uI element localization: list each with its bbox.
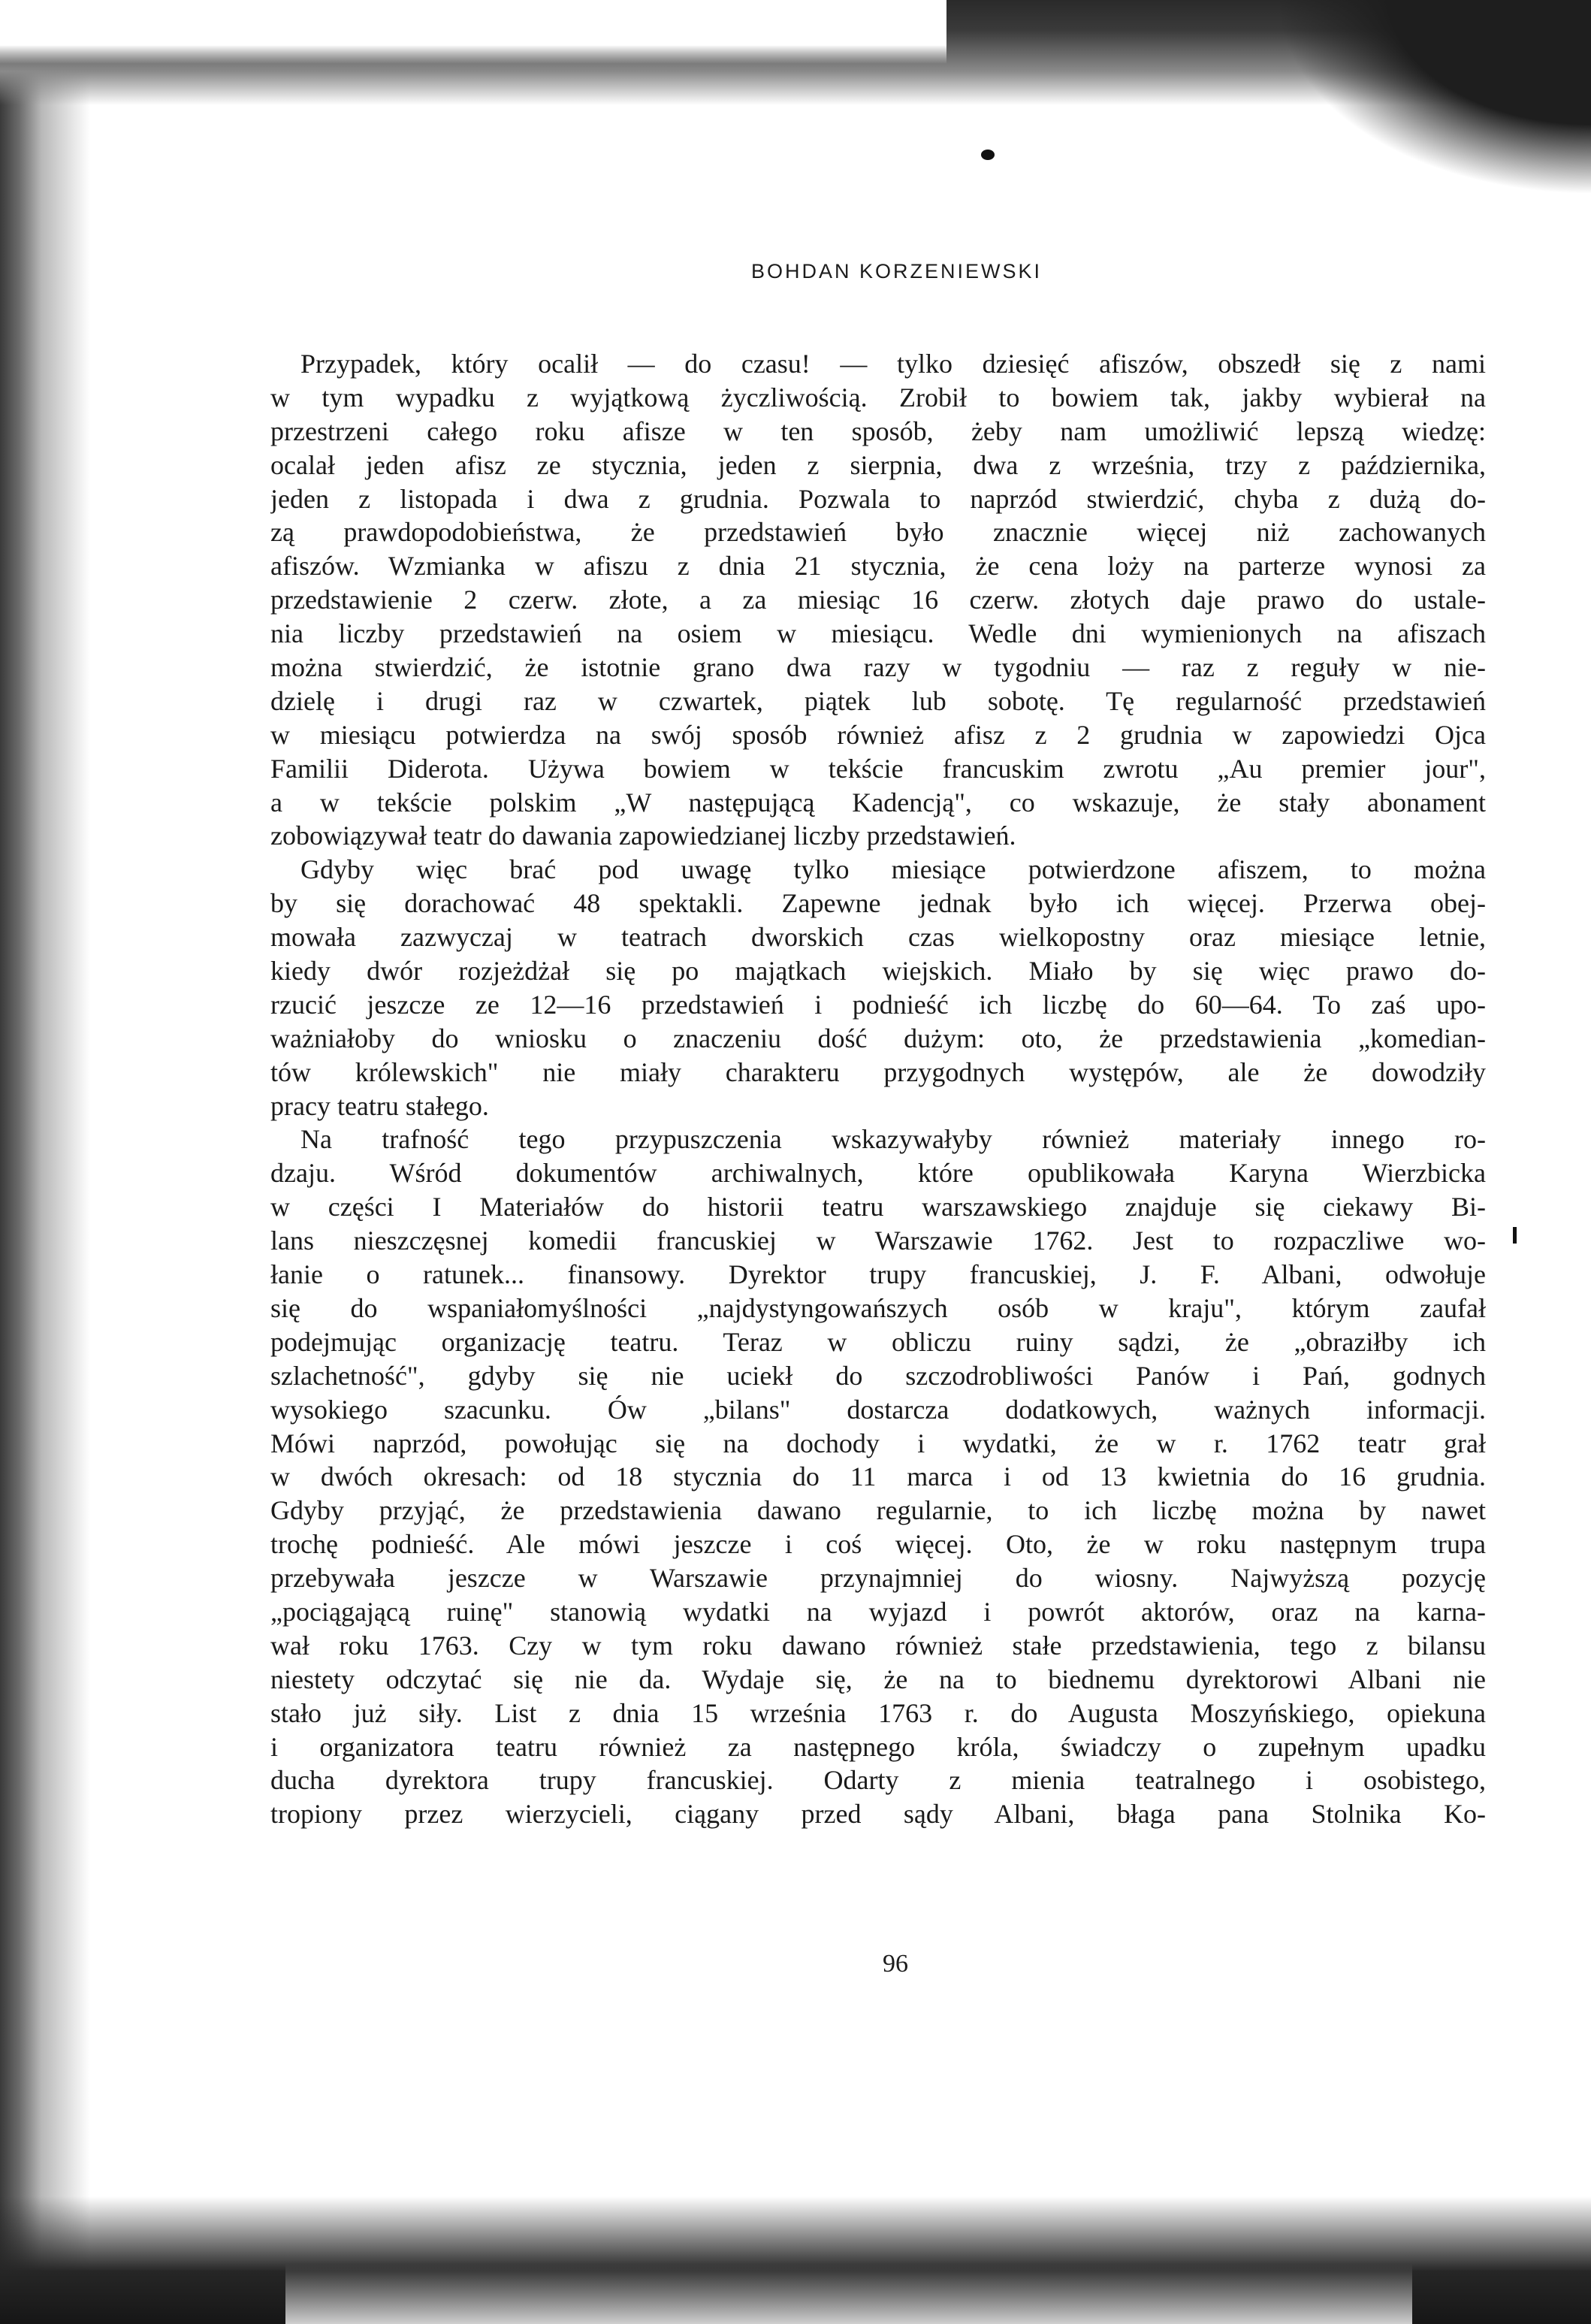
text-line: afiszów. Wzmianka w afiszu z dnia 21 stycznia, że cena loży na parterze wynosi za <box>270 551 1486 582</box>
text-line: „pociągającą ruinę" stanowią wydatki na wyjazd i powrót aktorów, oraz na karna- <box>270 1596 1486 1627</box>
text-line: Gdyby więc brać pod uwagę tylko miesiące potwierdzone afiszem, to można <box>300 854 1486 885</box>
text-line: pracy teatru stałego. <box>270 1090 489 1121</box>
text-line: dzielę i drugi raz w czwartek, piątek lub sobotę. Tę regularność przedstawień <box>270 685 1486 716</box>
text-line: a w tekście polskim „W następującą Kadencją", co wskazuje, że stały abonament <box>270 787 1486 817</box>
text-line: lans nieszczęsnej komedii francuskiej w Warszawie 1762. Jest to rozpaczliwe wo- <box>270 1225 1486 1256</box>
text-line: nia liczby przedstawień na osiem w miesiącu. Wedle dni wymienionych na afiszach <box>270 618 1486 649</box>
text-line: wysokiego szacunku. Ów „bilans" dostarcza dodatkowych, ważnych informacji. <box>270 1394 1486 1425</box>
text-line: podejmując organizację teatru. Teraz w obliczu ruiny sądzi, że „obraziłby ich <box>270 1326 1486 1357</box>
text-line: zą prawdopodobieństwa, że przedstawień było znacznie więcej niż zachowanych <box>270 517 1486 548</box>
text-line: tropiony przez wierzycieli, ciągany przed sądy Albani, błaga pana Stolnika Ko- <box>270 1799 1486 1830</box>
scan-shadow-left <box>0 0 90 2324</box>
text-line: trochę podnieść. Ale mówi jeszcze i coś więcej. Oto, że w roku następnym trupa <box>270 1529 1486 1560</box>
text-line: łanie o ratunek... finansowy. Dyrektor trupy francuskiej, J. F. Albani, odwołuje <box>270 1259 1486 1290</box>
scan-shadow-top-right <box>1276 0 1591 195</box>
text-line: niestety odczytać się nie da. Wydaje się, że na to biednemu dyrektorowi Albani nie <box>270 1664 1486 1694</box>
text-line: przedstawienie 2 czerw. złote, a za miesiąc 16 czerw. złotych daje prawo do ustale- <box>270 585 1486 615</box>
text-line: i organizatora teatru również za następnego króla, świadczy o zupełnym upadku <box>270 1731 1486 1762</box>
text-line: Mówi naprzód, powołując się na dochody i wydatki, że w r. 1762 teatr grał <box>270 1428 1486 1458</box>
text-line: tów królewskich" nie miały charakteru przygodnych występów, ale że dowodziły <box>270 1056 1486 1087</box>
text-line: przestrzeni całego roku afisze w ten sposób, żeby nam umożliwić lepszą wiedzę: <box>270 416 1486 446</box>
text-line: dzaju. Wśród dokumentów archiwalnych, które opublikowała Karyna Wierzbicka <box>270 1158 1486 1189</box>
text-line: mowała zazwyczaj w teatrach dworskich czas wielkopostny oraz miesiące letnie, <box>270 922 1486 953</box>
text-line: przebywała jeszcze w Warszawie przynajmniej do wiosny. Najwyższą pozycję <box>270 1563 1486 1594</box>
text-line: ducha dyrektora trupy francuskiej. Odarty z mienia teatralnego i osobistego, <box>270 1765 1486 1796</box>
ink-dot <box>981 150 995 160</box>
text-line: stało już siły. List z dnia 15 września 1763 r. do Augusta Moszyńskiego, opiekuna <box>270 1697 1486 1728</box>
text-line: Przypadek, który ocalił — do czasu! — tylko dziesięć afiszów, obszedł się z nami <box>300 349 1486 379</box>
text-line: szlachetność", gdyby się nie uciekł do szczodrobliwości Panów i Pań, godnych <box>270 1360 1486 1391</box>
text-line: Na trafność tego przypuszczenia wskazywałyby również materiały innego ro- <box>300 1124 1486 1155</box>
text-line: zobowiązywał teatr do dawania zapowiedzianej liczby przedstawień. <box>270 821 1016 851</box>
text-line: Gdyby przyjąć, że przedstawienia dawano regularnie, to ich liczbę można by nawet <box>270 1495 1486 1526</box>
text-line: można stwierdzić, że istotnie grano dwa razy w tygodniu — raz z reguły w nie- <box>270 652 1486 683</box>
text-line: by się dorachować 48 spektakli. Zapewne jednak było ich więcej. Przerwa obej- <box>270 888 1486 919</box>
scan-paper-edge-top <box>0 0 946 64</box>
text-line: w miesiącu potwierdza na swój sposób również afisz z 2 grudnia w zapowiedzi Ojca <box>270 719 1486 750</box>
text-line: jeden z listopada i dwa z grudnia. Pozwala to naprzód stwierdzić, chyba z dużą do- <box>270 483 1486 514</box>
text-line: ważniałoby do wniosku o znaczeniu dość dużym: oto, że przedstawienia „komedian- <box>270 1023 1486 1053</box>
text-line: rzucić jeszcze ze 12—16 przedstawień i podnieść ich liczbę do 60—64. To zaś upo- <box>270 989 1486 1020</box>
text-line: kiedy dwór rozjeżdżał się po majątkach wiejskich. Miało by się więc prawo do- <box>270 956 1486 987</box>
scan-paper-edge-bottom <box>285 2264 1412 2324</box>
text-line: Familii Diderota. Używa bowiem w tekście francuskim zwrotu „Au premier jour", <box>270 753 1486 784</box>
text-line: wał roku 1763. Czy w tym roku dawano również stałe przedstawienia, tego z bilansu <box>270 1630 1486 1661</box>
body-text <box>270 347 1486 1831</box>
text-line: ocalał jeden afisz ze stycznia, jeden z sierpnia, dwa z września, trzy z października, <box>270 449 1486 480</box>
running-head: BOHDAN KORZENIEWSKI <box>751 260 1043 283</box>
page-number: 96 <box>883 1950 908 1978</box>
margin-mark <box>1513 1227 1517 1244</box>
text-line: się do wspaniałomyślności „najdystyngowańszych osób w kraju", którym zaufał <box>270 1292 1486 1323</box>
text-line: w części I Materiałów do historii teatru warszawskiego znajduje się ciekawy Bi- <box>270 1192 1486 1222</box>
text-line: w tym wypadku z wyjątkową życzliwością. Zrobił to bowiem tak, jakby wybierał na <box>270 382 1486 413</box>
text-line: w dwóch okresach: od 18 stycznia do 11 marca i od 13 kwietnia do 16 grudnia. <box>270 1461 1486 1492</box>
